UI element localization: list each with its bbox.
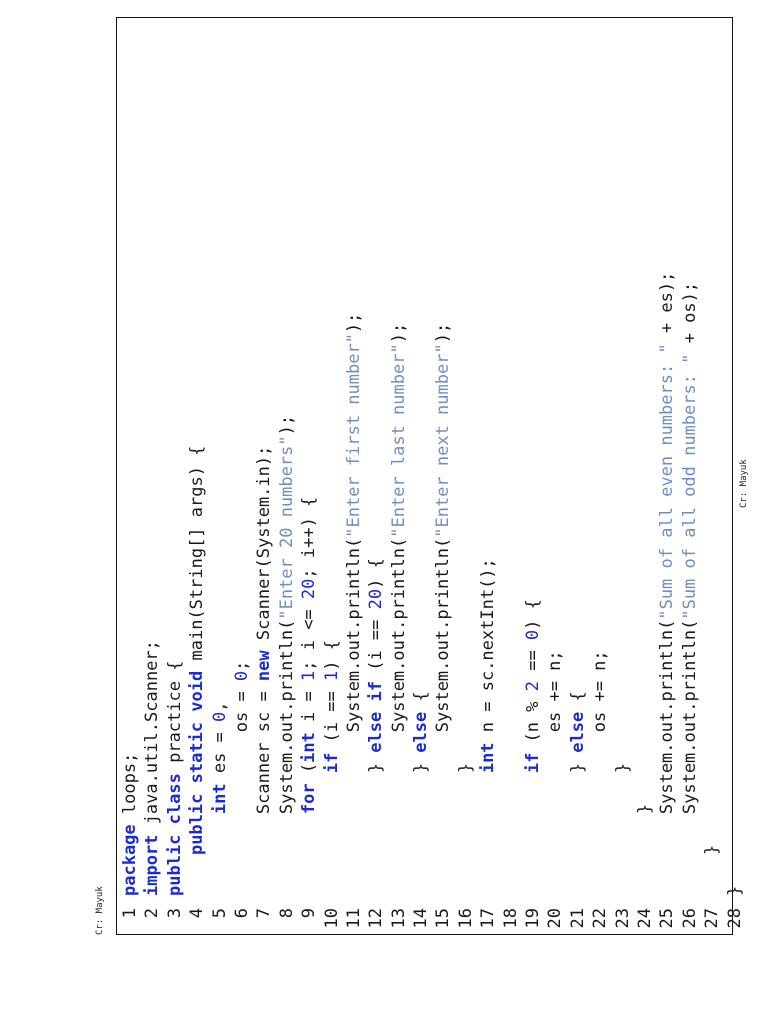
code-token: ); <box>388 322 409 344</box>
line-number: 22 <box>590 908 611 929</box>
number-token: 0 <box>209 711 230 722</box>
code-token: { <box>411 691 432 712</box>
keyword-token: void <box>187 670 208 712</box>
code-line <box>365 272 387 930</box>
string-token: "Enter last number" <box>388 343 409 538</box>
code-line <box>298 272 320 930</box>
code-line <box>253 272 275 930</box>
keyword-token: int <box>478 742 499 774</box>
code-token: ; i++) { <box>299 496 320 579</box>
code-line <box>141 272 163 930</box>
code-line <box>567 272 589 930</box>
code-line <box>589 272 611 930</box>
keyword-token: class <box>164 773 185 825</box>
keyword-token: if <box>366 681 387 702</box>
code-line <box>388 272 410 930</box>
code-token <box>366 702 386 712</box>
line-number: 26 <box>679 908 700 929</box>
code-line <box>186 272 208 930</box>
code-token: ) { <box>321 640 342 671</box>
line-number: 28 <box>724 908 745 929</box>
line-number: 3 <box>164 908 185 919</box>
code-line <box>455 272 477 930</box>
code-token <box>210 814 230 896</box>
code-token: { <box>567 691 588 712</box>
code-token: } <box>634 803 655 896</box>
code-line <box>343 272 365 930</box>
line-number: 21 <box>567 908 588 929</box>
code-token: ; <box>231 660 252 671</box>
code-token: System.out.println( <box>657 619 678 896</box>
code-line <box>321 272 343 930</box>
string-token: "Sum of all odd numbers: " <box>679 353 700 620</box>
code-token: ) { <box>366 558 387 589</box>
number-token: 2 <box>523 681 544 692</box>
code-token: } <box>366 752 387 896</box>
string-token: "Enter 20 numbers" <box>276 435 297 620</box>
line-number: 6 <box>231 908 252 919</box>
code-token: System.out.println( <box>276 619 297 896</box>
code-listing <box>119 272 746 930</box>
code-line <box>477 272 499 930</box>
line-number: 2 <box>142 908 163 919</box>
code-token: ; i <= <box>299 599 320 671</box>
string-token: "Enter next number" <box>433 343 454 538</box>
code-token <box>523 773 543 896</box>
code-token: os += n; <box>590 650 611 896</box>
code-line <box>500 272 522 930</box>
line-number: 4 <box>187 908 208 919</box>
code-line <box>612 272 634 930</box>
code-token: + os); <box>679 281 700 354</box>
code-token: System.out.println( <box>433 537 454 896</box>
code-token: i = <box>299 681 320 733</box>
code-line <box>679 272 701 930</box>
code-line <box>164 272 186 930</box>
code-token <box>322 773 342 896</box>
code-token: ); <box>343 312 364 334</box>
keyword-token: if <box>321 752 342 774</box>
code-token: System.out.println( <box>388 537 409 896</box>
line-number: 9 <box>299 908 320 919</box>
line-number: 19 <box>523 908 544 929</box>
line-number: 7 <box>254 908 275 919</box>
code-line <box>656 272 678 930</box>
code-line <box>724 272 746 930</box>
line-number: 14 <box>411 908 432 929</box>
line-number: 13 <box>388 908 409 929</box>
code-line <box>276 272 298 930</box>
code-token: (i == <box>321 681 342 753</box>
keyword-token: public <box>187 793 208 856</box>
code-line <box>544 272 566 930</box>
keyword-token: int <box>209 783 230 815</box>
code-token <box>187 783 207 793</box>
keyword-token: for <box>299 783 320 815</box>
number-token: 1 <box>299 670 320 681</box>
keyword-token: public <box>164 834 185 896</box>
line-number: 15 <box>433 908 454 929</box>
code-token: } <box>724 885 745 896</box>
keyword-token: package <box>120 824 140 896</box>
code-line <box>209 272 231 930</box>
code-token: (i == <box>366 609 387 682</box>
code-line <box>119 272 141 930</box>
line-number: 5 <box>209 908 230 919</box>
line-number: 11 <box>343 908 364 929</box>
keyword-token: static <box>187 721 208 784</box>
code-token: n = sc.nextInt(); <box>478 558 499 743</box>
code-line <box>432 272 454 930</box>
code-token <box>478 773 498 896</box>
code-token: + es); <box>657 271 678 344</box>
number-token: 20 <box>299 578 320 600</box>
code-token: System.out.println( <box>343 537 364 896</box>
keyword-token: else <box>366 711 387 753</box>
code-token: System.out.println( <box>679 619 700 896</box>
code-token: } <box>567 752 588 896</box>
code-line <box>522 272 544 930</box>
code-token: , <box>209 701 230 712</box>
code-line <box>231 272 253 930</box>
code-token: Scanner(System.in); <box>254 445 275 651</box>
line-number: 27 <box>702 908 723 929</box>
number-token: 20 <box>366 588 387 610</box>
code-token: } <box>702 844 723 896</box>
code-token: } <box>612 762 633 896</box>
code-token: loops; <box>120 752 140 825</box>
code-line <box>410 272 432 930</box>
code-token: es += n; <box>545 650 566 896</box>
string-token: "Sum of all even numbers: " <box>657 343 678 620</box>
number-token: 1 <box>321 670 342 682</box>
code-token: } <box>411 752 432 896</box>
code-token: practice { <box>164 660 185 774</box>
string-token: "Enter first number" <box>343 333 364 538</box>
credit-right: Cr: Mayuk <box>739 459 749 508</box>
code-token: ( <box>299 762 320 784</box>
code-token: ); <box>433 322 454 344</box>
line-number: 12 <box>366 908 387 929</box>
code-token: java.util.Scanner; <box>142 640 163 835</box>
keyword-token: else <box>411 711 432 753</box>
line-number: 10 <box>321 908 342 929</box>
line-number: 16 <box>455 908 476 929</box>
code-token <box>187 712 207 722</box>
code-token <box>299 814 319 896</box>
code-line <box>701 272 723 930</box>
code-token: Scanner sc = <box>254 681 275 896</box>
line-number: 20 <box>545 908 566 929</box>
code-token <box>187 855 207 896</box>
code-token: ) { <box>523 599 544 630</box>
code-token: es = <box>209 721 230 784</box>
code-token: ); <box>276 414 297 436</box>
number-token: 0 <box>523 629 544 641</box>
code-token: main(String[] args) { <box>187 445 208 671</box>
keyword-token: import <box>142 834 163 896</box>
code-token: (n % <box>523 691 544 753</box>
line-number: 23 <box>612 908 633 929</box>
line-number: 25 <box>657 908 678 929</box>
keyword-token: new <box>254 650 275 682</box>
line-number: 8 <box>276 908 297 919</box>
line-number: 18 <box>500 908 521 929</box>
number-token: 0 <box>231 670 252 682</box>
keyword-token: int <box>299 732 320 763</box>
credit-left: Cr: Mayuk <box>95 886 105 935</box>
code-token: == <box>523 640 544 682</box>
line-number: 1 <box>120 908 140 919</box>
code-line <box>634 272 656 930</box>
keyword-token: if <box>523 752 544 774</box>
code-token <box>165 824 185 834</box>
keyword-token: else <box>567 711 588 753</box>
code-token: } <box>455 762 476 896</box>
code-token: os = <box>231 681 252 896</box>
line-number: 24 <box>634 908 655 929</box>
line-number: 17 <box>478 908 499 929</box>
